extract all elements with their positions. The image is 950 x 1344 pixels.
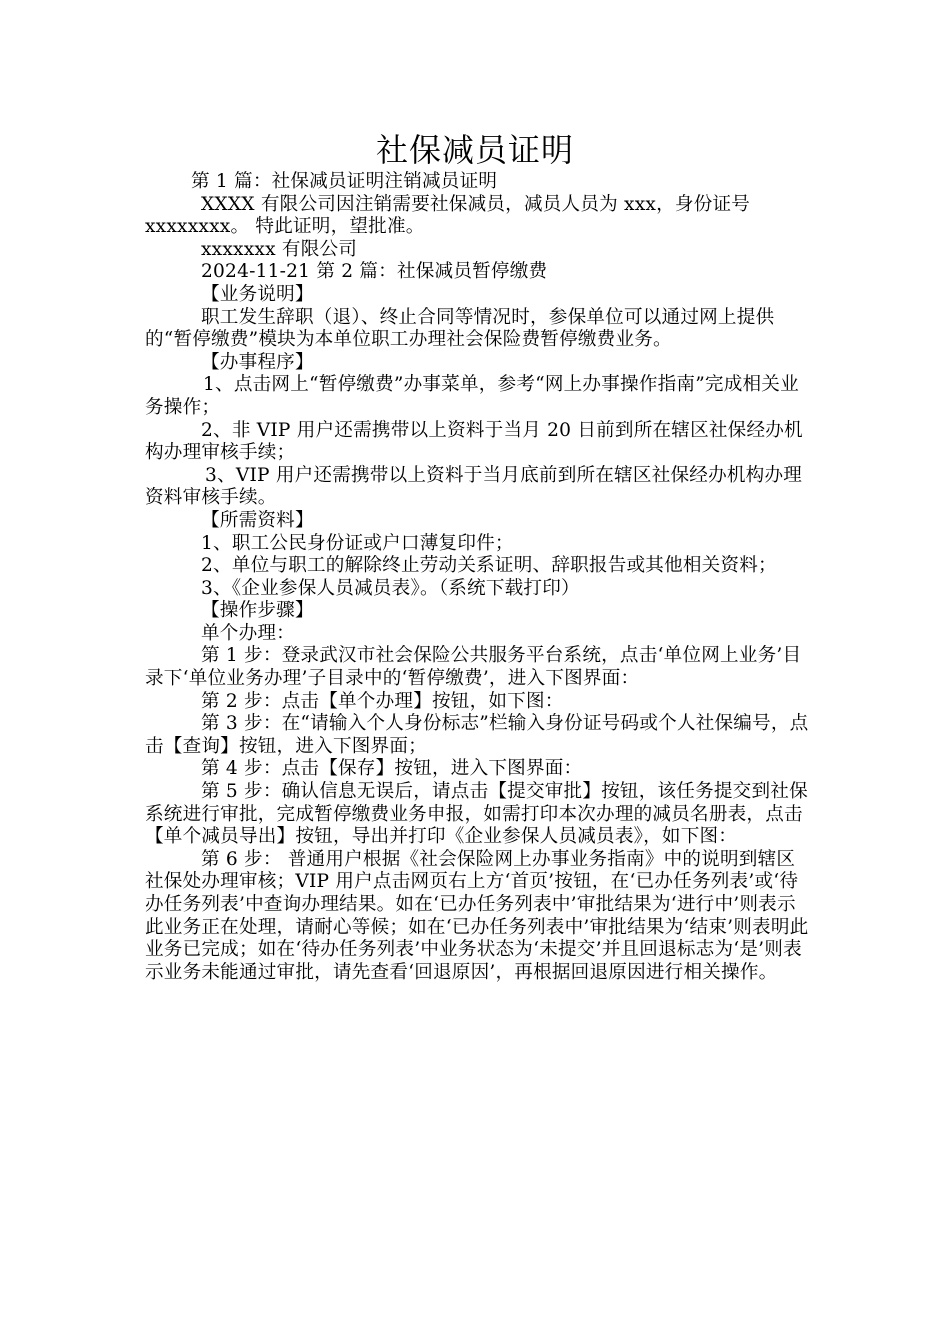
paragraph: 【所需资料】 (201, 509, 314, 531)
paragraph: 2、单位与职工的解除终止劳动关系证明、辞职报告或其他相关资料； (201, 555, 777, 577)
paragraph: 第 2 步：点击【单个办理】按钮，如下图： (201, 690, 564, 712)
paragraph: 2024-11-21 第 2 篇：社保减员暂停缴费 (201, 261, 548, 283)
document-body (145, 171, 810, 984)
paragraph: 第 6 步： 普通用户根据《社会保险网上办事业务指南》中的说明到辖区社保处办理审核；VIP 用户点击网页右上方‘首页’按钮，在‘已办任务列表’或‘待办任务列表’中查询办理结果。如在‘已办任务列表中’审批结果为‘进行中’则表示此业务正在处理，请耐心等候；如在‘已办任务列表中’审批结果为‘结束’则表明此业务已完成；如在‘待办任务列表’中业务状态为‘未提交’并且回退标志为‘是’则表示业务未能通过审批，请先查看‘回退原因’，再根据回退原因进行相关操作。 (145, 848, 809, 983)
paragraph: 1、职工公民身份证或户口薄复印件； (201, 532, 514, 554)
paragraph: xxxxxxx 有限公司 (201, 238, 358, 260)
paragraph: 单个办理： (201, 622, 295, 644)
document-title: 社保减员证明 (375, 131, 574, 169)
paragraph: 3、《企业参保人员减员表》。（系统下载打印） (201, 577, 580, 599)
paragraph: 3、VIP 用户还需携带以上资料于当月底前到所在辖区社保经办机构办理资料审核手续。 (145, 464, 803, 509)
paragraph: 职工发生辞职（退）、终止合同等情况时，参保单位可以通过网上提供的“暂停缴费”模块为本单位职工办理社会保险费暂停缴费业务。 (145, 306, 775, 351)
paragraph: 第 4 步：点击【保存】按钮，进入下图界面： (201, 758, 583, 780)
paragraph: 【办事程序】 (201, 351, 314, 373)
paragraph: 第 5 步：确认信息无误后，请点击【提交审批】按钮，该任务提交到社保系统进行审批，完成暂停缴费业务申报，如需打印本次办理的减员名册表，点击【单个减员导出】按钮，导出并打印《企业参保人员减员表》，如下图： (145, 781, 808, 848)
paragraph: 第 3 步：在“请输入个人身份标志”栏输入身份证号码或个人社保编号，点击【查询】按钮，进入下图界面； (145, 713, 809, 757)
paragraph: 【业务说明】 (201, 283, 314, 305)
paragraph: 2、非 VIP 用户还需携带以上资料于当月 20 日前到所在辖区社保经办机构办理审核手续； (145, 419, 803, 464)
paragraph: 第 1 步：登录武汉市社会保险公共服务平台系统，点击‘单位网上业务’目录下‘单位业务办理’子目录中的‘暂停缴费’，进入下图界面： (145, 645, 802, 690)
paragraph: 【操作步骤】 (201, 600, 314, 622)
paragraph: 第 1 篇：社保减员证明注销减员证明 (191, 171, 498, 192)
paragraph: 1、点击网上“暂停缴费”办事菜单，参考“网上办事操作指南”完成相关业务操作； (145, 374, 799, 418)
paragraph: XXXX 有限公司因注销需要社保减员，减员人员为 xxx，身份证号 xxxxxxxx。 特此证明，望批准。 (145, 193, 751, 238)
